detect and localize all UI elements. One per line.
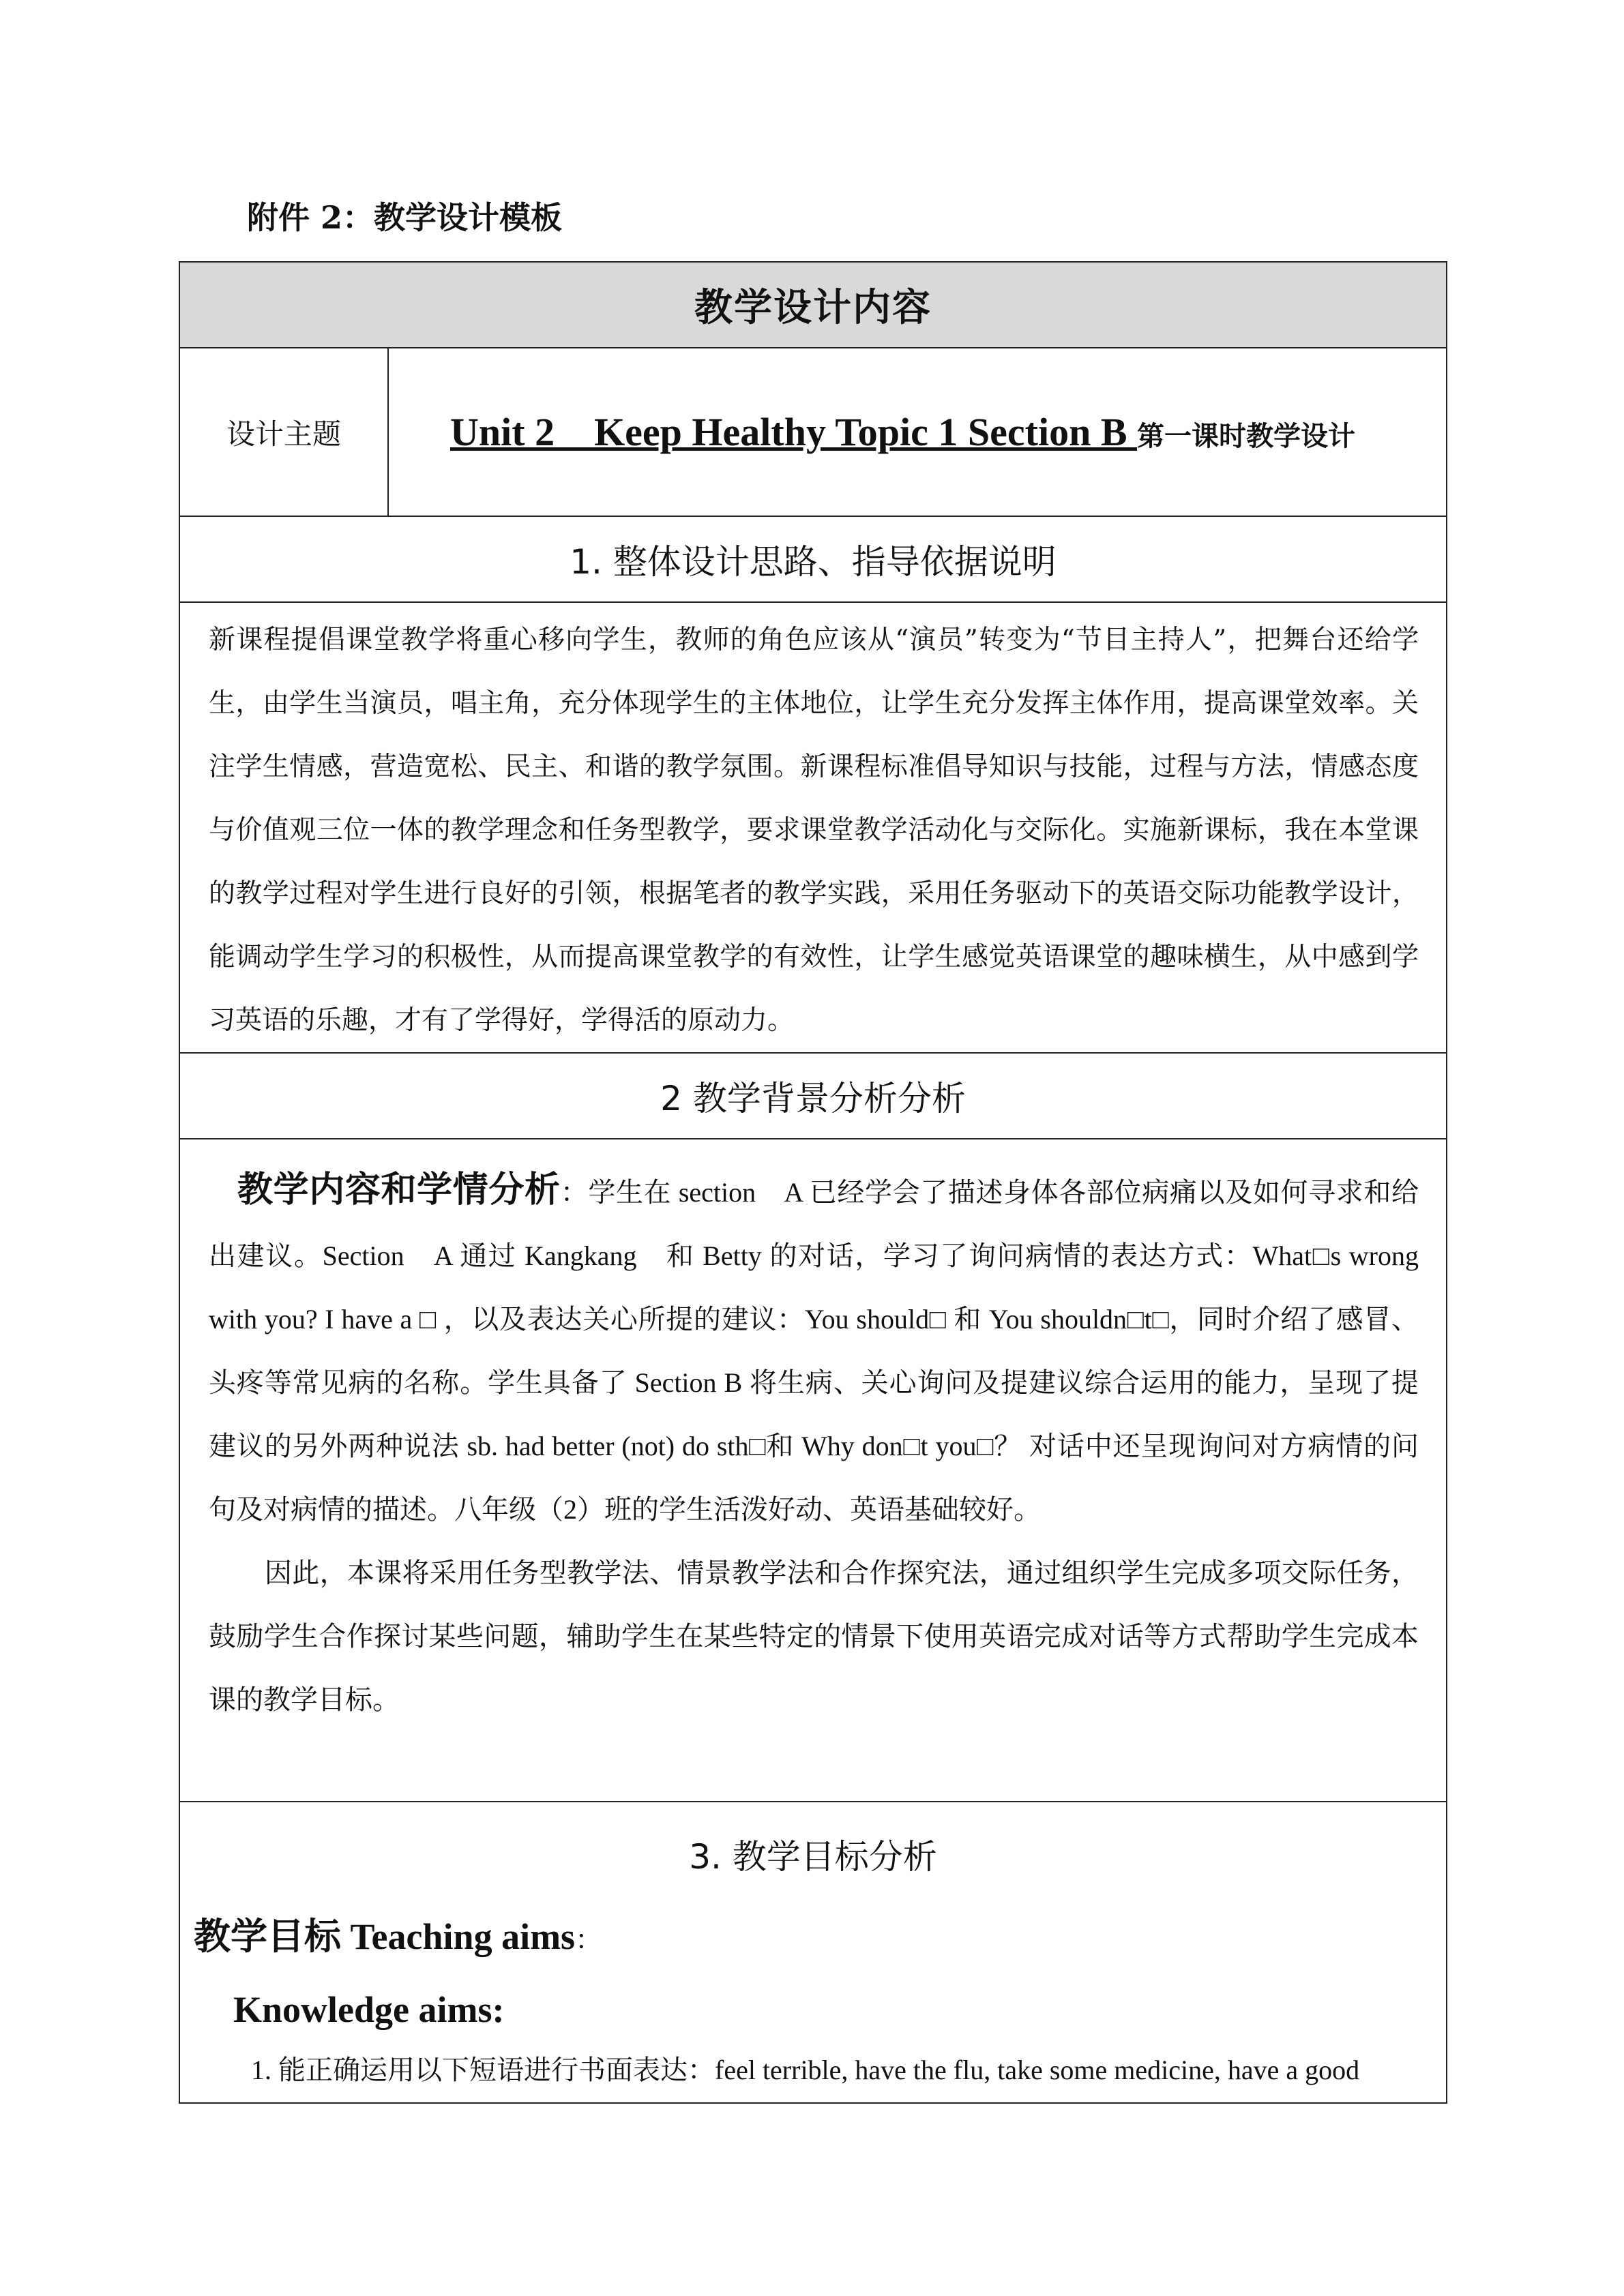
topic-label: 设计主题 — [179, 348, 388, 516]
section2-paragraph2: 因此，本课将采用任务型教学法、情景教学法和合作探究法，通过组织学生完成多项交际任务，鼓励学生合作探讨某些问题，辅助学生在某些特定的情景下使用英语完成对话等方式帮助学生完成本课的教学目标。 — [209, 1557, 1419, 1715]
section2-body — [179, 1139, 1447, 1802]
section2-lead: 教学内容和学情分析 — [237, 1169, 561, 1210]
teaching-design-table — [179, 261, 1447, 2104]
aims-title-en: Teaching aims — [341, 1916, 576, 1957]
section1-paragraph: 新课程提倡课堂教学将重心移向学生，教师的角色应该从“演员”转变为“节目主持人”，把舞台还给学生，由学生当演员，唱主角，充分体现学生的主体地位，让学生充分发挥主体作用，提高课堂效率。关注学生情感，营造宽松、民主、和谐的教学氛围。新课程标准倡导知识与技能，过程与方法，情感态度与价值观三位一体的教学理念和任务型教学，要求课堂教学活动化与交际化。实施新课标，我在本堂课的教学过程对学生进行良好的引领，根据笔者的教学实践，采用任务驱动下的英语交际功能教学设计，能调动学生学习的积极性，从而提高课堂教学的有效性，让学生感觉英语课堂的趣味横生，从中感到学习英语的乐趣，才有了学得好，学得活的原动力。 — [209, 625, 1419, 1036]
section3-body — [179, 1802, 1447, 2103]
section1-body — [179, 602, 1447, 1053]
topic-value — [388, 348, 1447, 516]
teaching-aims-title — [194, 1907, 1432, 1960]
section2-paragraph1-text: ：学生在 section A 已经学会了描述身体各部位病痛以及如何寻求和给出建议。Section A 通过 Kangkang 和 Betty 的对话，学习了询问病情的表达方式：What□s wrong with you? I have a □ ，以及表达关心所提的建议：You should□ 和 You shouldn□t□，同时介绍了感冒、头疼等常见病的名称。学生具备了 Section B 将生病、关心询问及提建议综合运用的能力，呈现了提建议的另外两种说法 sb. had better (not) do sth□和 Why don□t you□？ 对话中还呈现询问对方病情的问句及对病情的描述。八年级（2）班的学生活泼好动、英语基础较好。 — [209, 1177, 1419, 1525]
knowledge-aim-item: 1. 能正确运用以下短语进行书面表达：feel terrible, have the flu, take some medicine, have a good — [251, 2055, 1360, 2085]
attachment-label: 附件 2：教学设计模板 — [247, 199, 563, 236]
section2-paragraph1 — [209, 1159, 1419, 1541]
section2-heading: 2 教学背景分析分析 — [179, 1053, 1447, 1139]
section1-heading: 1. 整体设计思路、指导依据说明 — [179, 516, 1447, 602]
table-title: 教学设计内容 — [179, 262, 1447, 348]
knowledge-aims-title: Knowledge aims: — [233, 1989, 505, 2030]
topic-title-en: Unit 2 Keep Healthy Topic 1 Section B — [450, 410, 1138, 454]
aims-title-colon: ： — [575, 1924, 603, 1955]
section3-heading: 3. 教学目标分析 — [689, 1837, 937, 1877]
aims-title-cn: 教学目标 — [194, 1915, 341, 1958]
topic-title-cn: 第一课时教学设计 — [1137, 421, 1356, 452]
